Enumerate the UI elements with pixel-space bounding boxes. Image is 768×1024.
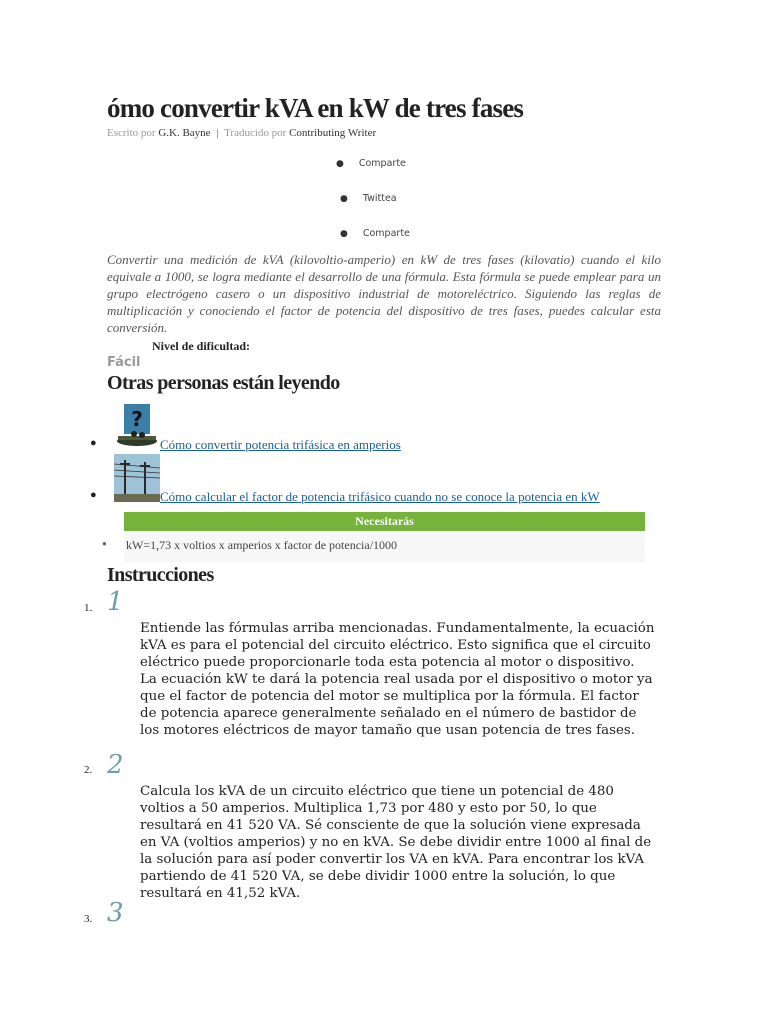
difficulty-value: Fácil	[107, 355, 141, 370]
article-title: ómo convertir kVA en kW de tres fases	[107, 93, 524, 123]
written-by-label: Escrito por	[107, 127, 156, 139]
svg-text:?: ?	[131, 407, 143, 431]
share-button[interactable]: ● Comparte	[340, 228, 410, 239]
step-number: 1	[107, 587, 124, 617]
step-number: 2	[107, 750, 124, 780]
bullet-icon: ●	[336, 159, 344, 169]
step-text: Calcula los kVA de un circuito eléctrico que tiene un potencial de 480 voltios a 50 amperios. Multiplica 1,73 por 480 y esto por 50, lo que resultará en 41 520 VA. Sé consciente de que la solución viene expresada en VA (voltios amperios) y no en kVA. Se debe dividir entre 1000 al final de la solución para así poder convertir los VA en kVA. Para encontrar los kVA partiendo de 41 520 VA, se debe dividir 1000 entre la solución, lo que resultará en 41,52 kVA.	[140, 784, 652, 901]
translated-by-label: Traducido por	[224, 127, 287, 139]
byline-separator: |	[216, 127, 219, 139]
related-article-link-2[interactable]: Cómo calcular el factor de potencia trifásico cuando no se conoce la potencia en kW	[160, 489, 600, 504]
byline	[107, 127, 376, 139]
needs-heading: Necesitarás	[124, 512, 645, 531]
others-reading-heading: Otras personas están leyendo	[107, 372, 340, 394]
step-list-number: 2.	[84, 764, 93, 776]
step-list-number: 3.	[84, 913, 93, 925]
instructions-heading: Instrucciones	[107, 564, 214, 586]
tweet-button[interactable]: ● Twittea	[340, 193, 397, 204]
bullet-icon: ●	[102, 539, 107, 548]
related-article-link-1[interactable]: Cómo convertir potencia trifásica en amperios	[160, 437, 401, 452]
needs-item: kW=1,73 x voltios x amperios x factor de potencia/1000	[126, 538, 398, 552]
author-link[interactable]: G.K. Bayne	[158, 127, 211, 139]
step-number: 3	[107, 898, 124, 928]
bullet-icon: ●	[340, 194, 348, 204]
power-lines-thumbnail[interactable]	[114, 454, 160, 502]
difficulty-label: Nivel de dificultad:	[152, 339, 250, 353]
needs-list	[102, 531, 645, 562]
bullet-icon: ●	[90, 437, 97, 449]
translator-link[interactable]: Contributing Writer	[289, 127, 377, 139]
needs-box	[102, 512, 645, 562]
article-intro: Convertir una medición de kVA (kilovoltio-amperio) en kW de tres fases (kilovatio) cuando el kilo equivale a 1000, se logra mediante el desarrollo de una fórmula. Esta fórmula se puede emplear para un grupo electrógeno casero o un dispositivo industrial de motoreléctrico. Siguiendo las reglas de multiplicación y conociendo el factor de potencia del dispositivo de tres fases, puedes calcular esta conversión.	[107, 252, 661, 335]
bullet-icon: ●	[340, 229, 348, 239]
question-thumbnail[interactable]	[114, 404, 160, 450]
step-list-number: 1.	[84, 602, 93, 614]
bullet-icon: ●	[90, 489, 97, 501]
step-text: Entiende las fórmulas arriba mencionadas. Fundamentalmente, la ecuación kVA es para el potencial del circuito eléctrico. Esto significa que el circuito eléctrico puede proporcionarle toda esta potencia al motor o dispositivo. La ecuación kW te dará la potencia real usada por el dispositivo o motor ya que el factor de potencia del motor se multiplica por la fórmula. El factor de potencia aparece generalmente señalado en el número de bastidor de los motores eléctricos de mayor tamaño que usan potencia de tres fases.	[140, 621, 655, 738]
share-facebook-button[interactable]: ● Comparte	[336, 158, 406, 169]
